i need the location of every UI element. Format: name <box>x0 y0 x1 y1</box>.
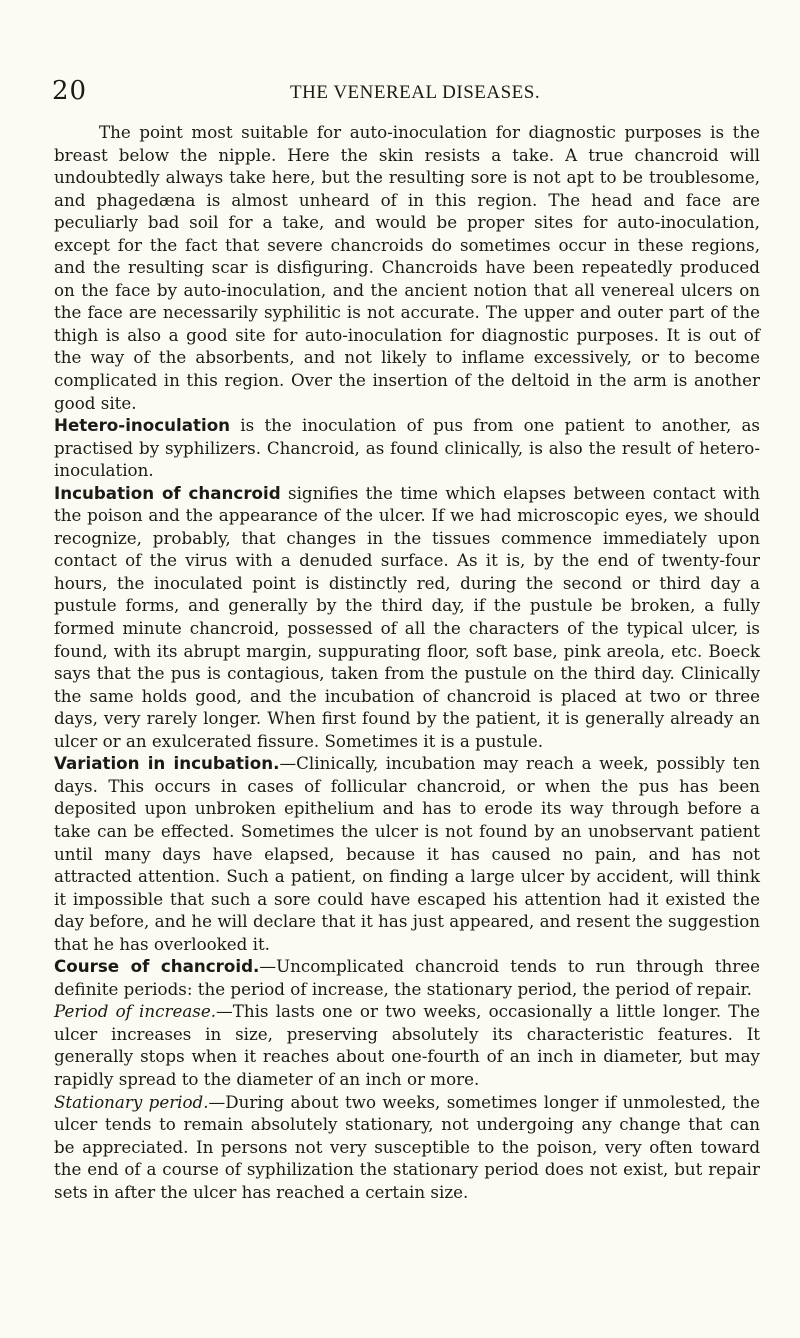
paragraph-period-of-increase <box>54 1000 760 1090</box>
subheading-stationary-period: Stationary period. <box>54 1091 209 1112</box>
paragraph-text: —During about two weeks, sometimes longer if unmolested, the ulcer tends to remain absolutely stationary, not undergoing any change that can be appreciated. In persons not very susceptible to the poison, very often toward the end of a course of syphilization the stationary period does not exist, but repair sets in after the ulcer has reached a certain size. <box>54 1091 760 1202</box>
paragraph-variation <box>54 752 760 955</box>
paragraph-text: signifies the time which elapses between contact with the poison and the appearance of the ulcer. If we had microscopic eyes, we should recognize, probably, that changes in the tissues commence immediately upon contact of the virus with a denuded surface. As it is, by the end of twenty-four hours, the inoculated point is distinctly red, during the second or third day a pustule forms, and generally by the third day, if the pustule be broken, a fully formed minute chancroid, possessed of all the characters of the typical ulcer, is found, with its abrupt margin, suppurating floor, soft base, pink areola, etc. Boeck says that the pus is contagious, taken from the pustule on the third day. Clinically the same holds good, and the incubation of chancroid is placed at two or three days, very rarely longer. When first found by the patient, it is generally already an ulcer or an exulcerated fissure. Sometimes it is a pustule. <box>54 482 760 751</box>
paragraph-text: —Uncomplicated chancroid tends to run through three definite periods: the period of increase, the stationary period, the period of repair. <box>54 956 760 999</box>
paragraph-text: —Clinically, incubation may reach a week, possibly ten days. This occurs in cases of follicular chancroid, or when the pus has been deposited upon unbroken epithelium and has to erode its way through before a take can be effected. Sometimes the ulcer is not found by an unobservant patient until many days have elapsed, because it has caused no pain, and has not attracted attention. Such a patient, on finding a large ulcer by accident, will think it impossible that such a sore could have escaped his attention had it existed the day before, and he will declare that it has just appeared, and resent the suggestion that he has overlooked it. <box>54 753 760 954</box>
section-heading-course: Course of chancroid. <box>54 956 260 977</box>
subheading-period-of-increase: Period of increase. <box>54 1001 217 1022</box>
paragraph-stationary-period <box>54 1091 760 1204</box>
paragraph-text: The point most suitable for auto-inoculation for diagnostic purposes is the breast below the nipple. Here the skin resists a take. A true chancroid will undoubtedly always take here, but the resulting sore is not apt to be troublesome, and phagedæna is almost unheard of in this region. The head and face are peculiarly bad soil for a take, and would be proper sites for auto-inoculation, except for the fact that severe chancroids do sometimes occur in these regions, and the resulting scar is disfiguring. Chancroids have been repeatedly produced on the face by auto-inoculation, and the ancient notion that all venereal ulcers on the face are necessarily syphilitic is not accurate. The upper and outer part of the thigh is also a good site for auto-inoculation for diagnostic purposes. It is out of the way of the absorbents, and not likely to inflame excessively, or to become complicated in this region. Over the insertion of the deltoid in the arm is another good site. <box>54 122 760 413</box>
page-number: 20 <box>52 76 88 106</box>
paragraph-course <box>54 955 760 1000</box>
body-text <box>54 121 760 1203</box>
running-title: THE VENEREAL DISEASES. <box>290 82 541 103</box>
paragraph-auto-inoculation-sites <box>54 121 760 414</box>
section-heading-hetero-inoculation: Hetero-inoculation <box>54 415 231 436</box>
paragraph-text: —This lasts one or two weeks, occasionally a little longer. The ulcer increases in size, preserving absolutely its characteristic features. It generally stops when it reaches about one-fourth of an inch in diameter, but may rapidly spread to the diameter of an inch or more. <box>54 1001 760 1089</box>
paragraph-incubation <box>54 482 760 753</box>
paragraph-text: is the inoculation of pus from one patient to another, as practised by syphilizers. Chancroid, as found clinically, is also the result of hetero-inoculation. <box>54 415 760 481</box>
section-heading-incubation: Incubation of chancroid <box>54 482 281 503</box>
paragraph-hetero-inoculation <box>54 414 760 482</box>
section-heading-variation: Variation in incubation. <box>54 753 280 774</box>
